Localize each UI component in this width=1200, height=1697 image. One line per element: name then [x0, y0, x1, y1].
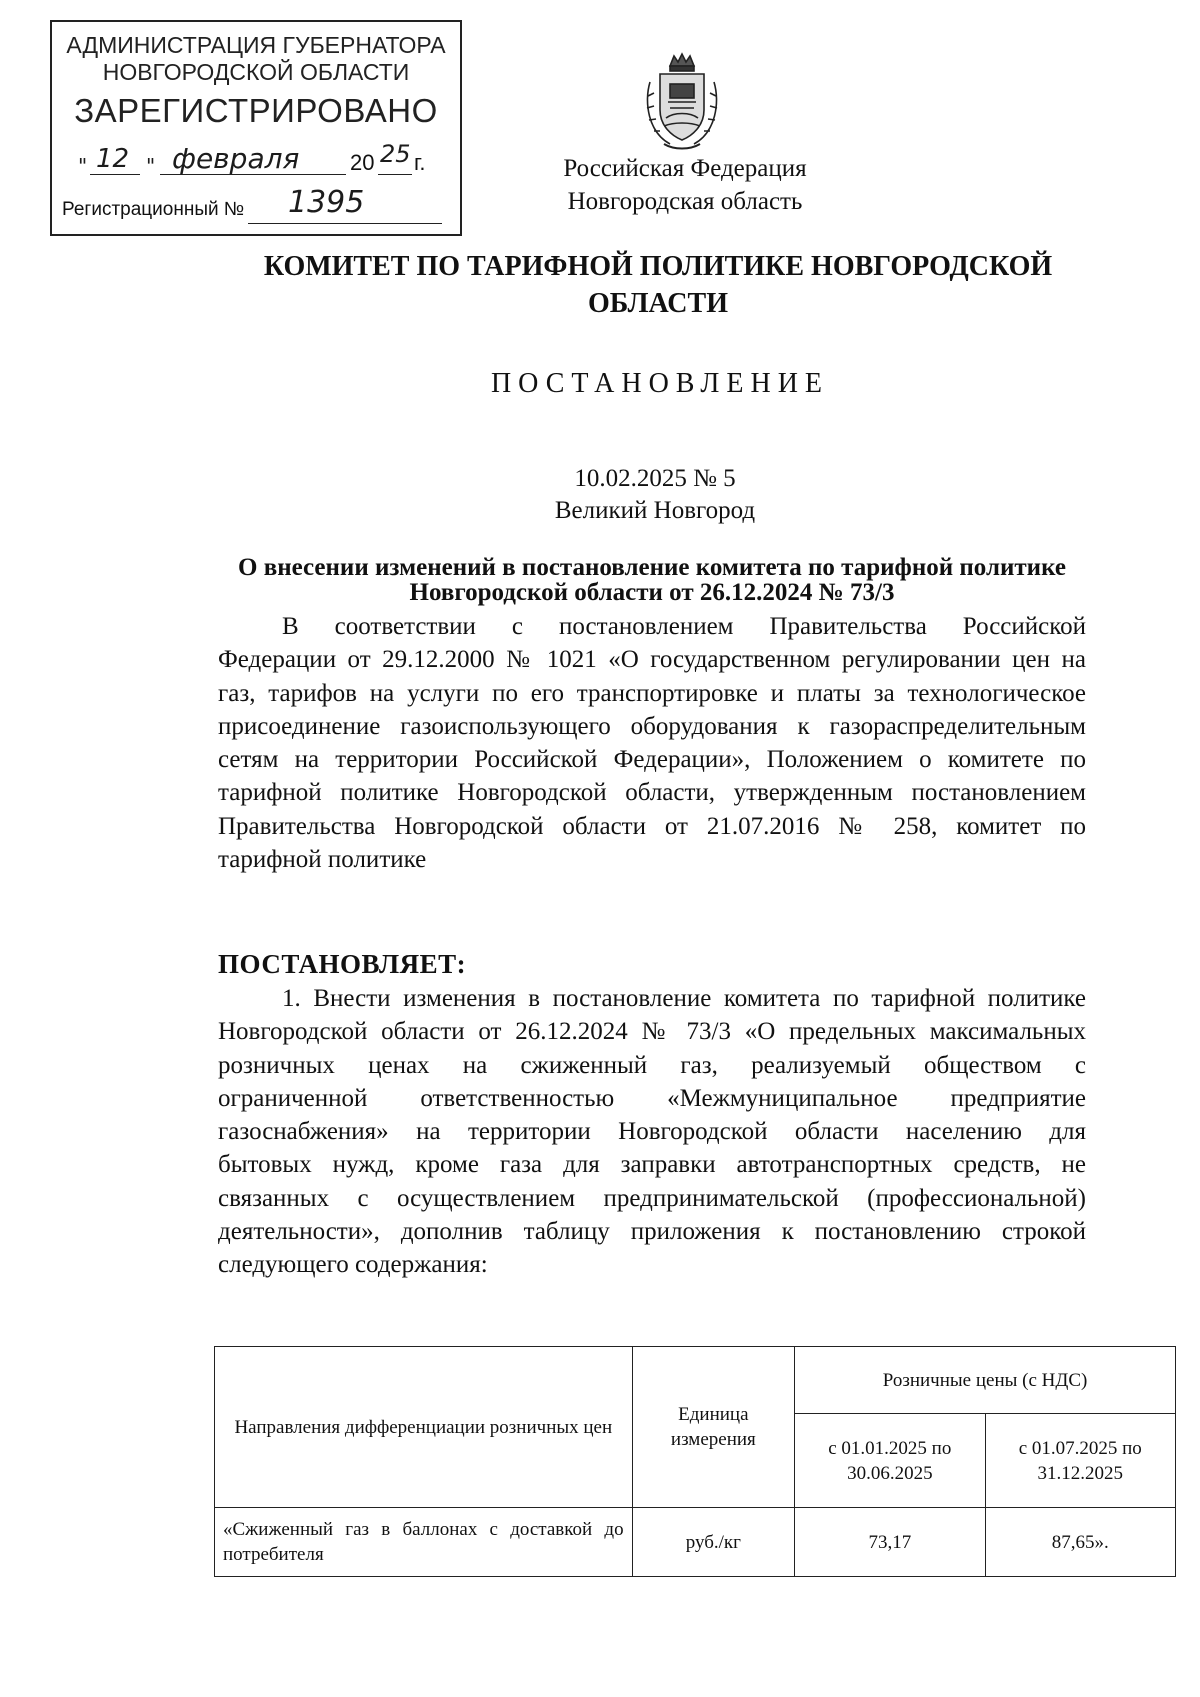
row-unit: руб./кг	[632, 1508, 794, 1577]
stamp-month: февраля	[172, 142, 300, 175]
stamp-reg-number: 1395	[288, 185, 365, 220]
price-table	[214, 1346, 1176, 1577]
coat-of-arms-icon	[640, 52, 724, 152]
stamp-reg-label: Регистрационный №	[62, 199, 245, 220]
preamble-paragraph: В соответствии с постановлением Правительства Российской Федерации от 29.12.2000 № 1021 «О государственном регулировании цен на газ, тарифов на услуги по его транспортировке и платы за технологическое присоединение газоиспользующего оборудования к газораспределительным сетям на территории Российской Федерации», Положением о комитете по тарифной политике Новгородской области, утвержденным постановлением Правительства Новгородской области от 21.07.2016 № 258, комитет по тарифной политике	[218, 613, 1086, 874]
stamp-quote-open: "	[78, 154, 88, 178]
committee-title: КОМИТЕТ ПО ТАРИФНОЙ ПОЛИТИКЕ НОВГОРОДСКОЙ ОБЛАСТИ	[263, 251, 1053, 319]
document-city: Великий Новгород	[554, 497, 756, 524]
header-region-block	[520, 152, 850, 218]
region-name: Новгородская область	[567, 188, 803, 215]
row-price-1: 73,17	[795, 1508, 985, 1577]
header-period-1: с 01.01.2025 по 30.06.2025	[795, 1414, 985, 1508]
stamp-year-prefix: 20	[350, 150, 375, 175]
row-direction: «Сжиженный газ в баллонах с доставкой до потребителя	[215, 1508, 633, 1577]
resolves-heading: ПОСТАНОВЛЯЕТ:	[218, 949, 467, 979]
stamp-year-suffix: 25	[380, 140, 411, 168]
stamp-registration	[62, 185, 452, 233]
document-subject: О внесении изменений в постановление комитета по тарифной политике Новгородской области от 26.12.2024 № 73/3	[238, 554, 1066, 606]
document-date-number: 10.02.2025 № 5	[574, 465, 736, 492]
document-type: ПОСТАНОВЛЕНИЕ	[490, 368, 830, 399]
registration-stamp	[50, 20, 462, 236]
stamp-line-region: НОВГОРОДСКОЙ ОБЛАСТИ	[102, 59, 410, 85]
header-period-2: с 01.07.2025 по 31.12.2025	[985, 1414, 1175, 1508]
row-price-2: 87,65».	[985, 1508, 1175, 1577]
stamp-day: 12	[96, 144, 130, 174]
stamp-status: ЗАРЕГИСТРИРОВАНО	[74, 92, 438, 129]
header-unit: Единица измерения	[632, 1347, 794, 1508]
table-row	[215, 1508, 1176, 1577]
stamp-line-administration: АДМИНИСТРАЦИЯ ГУБЕРНАТОРА	[66, 32, 446, 58]
header-retail-prices: Розничные цены (с НДС)	[795, 1347, 1176, 1414]
stamp-quote-close: "	[146, 154, 156, 178]
clause-1-paragraph: 1. Внести изменения в постановление комитета по тарифной политике Новгородской области от 26.12.2024 № 73/3 «О предельных максимальных розничных ценах на сжиженный газ, реализуемый обществом с ограниченной ответственностью «Межмуниципальное предприятие газоснабжения» на территории Новгородской области населению для бытовых нужд, кроме газа для заправки автотранспортных средств, не связанных с осуществлением предпринимательской (профессиональной) деятельности», дополнив таблицу приложения к постановлению строкой следующего содержания:	[218, 985, 1086, 1279]
stamp-date	[76, 140, 446, 184]
header-direction: Направления дифференциации розничных цен	[215, 1347, 633, 1508]
country-name: Российская Федерация	[563, 155, 807, 182]
stamp-year-g: г.	[414, 150, 426, 175]
table-header-row	[215, 1347, 1176, 1414]
